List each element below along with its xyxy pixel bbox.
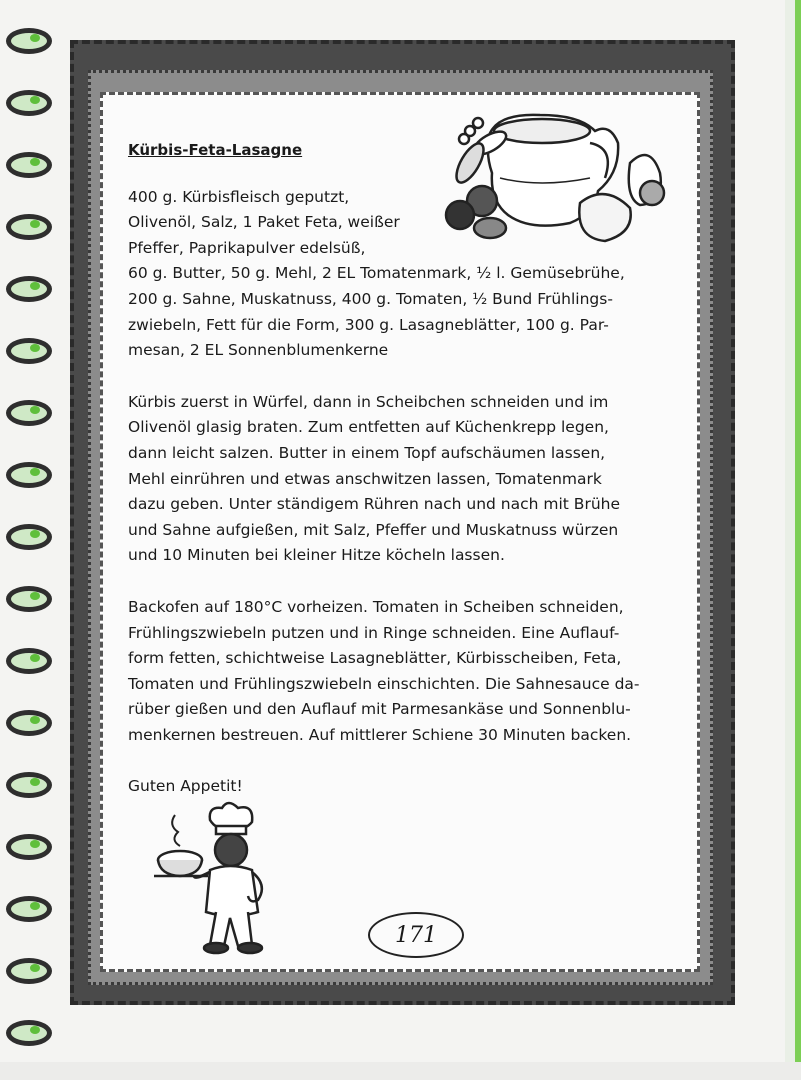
page-number: 171 — [368, 912, 464, 958]
text-line: rüber gießen und den Auflauf mit Parmesankäse und Sonnenblu- — [128, 700, 631, 719]
recipe-text — [128, 138, 683, 800]
spiral-ring — [0, 1014, 46, 1050]
spiral-ring — [0, 766, 46, 802]
spiral-ring — [0, 890, 46, 926]
closing-greeting: Guten Appetit! — [128, 777, 243, 796]
text-line: Frühlingszwiebeln putzen und in Ringe schneiden. Eine Auflauf- — [128, 623, 620, 642]
spiral-ring — [0, 704, 46, 740]
ingredient-line: 200 g. Sahne, Muskatnuss, 400 g. Tomaten, ½ Bund Frühlings- — [128, 289, 613, 308]
text-line: und 10 Minuten bei kleiner Hitze köcheln lassen. — [128, 546, 505, 565]
spiral-ring — [0, 332, 46, 368]
spiral-ring — [0, 84, 46, 120]
spiral-ring — [0, 270, 46, 306]
text-line: dann leicht salzen. Butter in einem Topf aufschäumen lassen, — [128, 443, 606, 462]
text-line: und Sahne aufgießen, mit Salz, Pfeffer und Muskatnuss würzen — [128, 520, 619, 539]
recipe-title: Kürbis-Feta-Lasagne — [128, 141, 303, 159]
ingredient-line: mesan, 2 EL Sonnenblumenkerne — [128, 341, 389, 360]
spiral-ring — [0, 518, 46, 554]
ingredient-line: Pfeffer, Paprikapulver edelsüß, — [128, 238, 366, 257]
spiral-ring — [0, 22, 46, 58]
text-line: menkernen bestreuen. Auf mittlerer Schiene 30 Minuten backen. — [128, 725, 632, 744]
ingredient-line: Olivenöl, Salz, 1 Paket Feta, weißer — [128, 213, 400, 232]
ingredient-line: 60 g. Butter, 50 g. Mehl, 2 EL Tomatenmark, ½ l. Gemüsebrühe, — [128, 264, 625, 283]
ingredients — [128, 185, 683, 364]
spiral-ring — [0, 208, 46, 244]
text-line: dazu geben. Unter ständigem Rühren nach und nach mit Brühe — [128, 495, 620, 514]
ingredient-line: 400 g. Kürbisfleisch geputzt, — [128, 187, 350, 206]
spiral-ring — [0, 642, 46, 678]
preparation-paragraph-1 — [128, 390, 683, 569]
text-line: Kürbis zuerst in Würfel, dann in Scheibchen schneiden und im — [128, 392, 609, 411]
spiral-ring — [0, 456, 46, 492]
spiral-ring — [0, 952, 46, 988]
text-line: Olivenöl glasig braten. Zum entfetten auf Küchenkrepp legen, — [128, 418, 609, 437]
text-line: form fetten, schichtweise Lasagneblätter, Kürbisscheiben, Feta, — [128, 649, 622, 668]
page-edge — [785, 0, 795, 1080]
spiral-ring — [0, 146, 46, 182]
text-line: Backofen auf 180°C vorheizen. Tomaten in Scheiben schneiden, — [128, 597, 624, 616]
ingredient-line: zwiebeln, Fett für die Form, 300 g. Lasagneblätter, 100 g. Par- — [128, 315, 609, 334]
text-line: Tomaten und Frühlingszwiebeln einschichten. Die Sahnesauce da- — [128, 674, 640, 693]
preparation-paragraph-2 — [128, 595, 683, 749]
spiral-ring — [0, 580, 46, 616]
text-line: Mehl einrühren und etwas anschwitzen lassen, Tomatenmark — [128, 469, 602, 488]
page-bottom-edge — [0, 1062, 801, 1080]
spiral-ring — [0, 828, 46, 864]
spiral-ring — [0, 394, 46, 430]
green-page-edge — [795, 0, 801, 1080]
chef-with-dish-illustration — [150, 800, 280, 960]
